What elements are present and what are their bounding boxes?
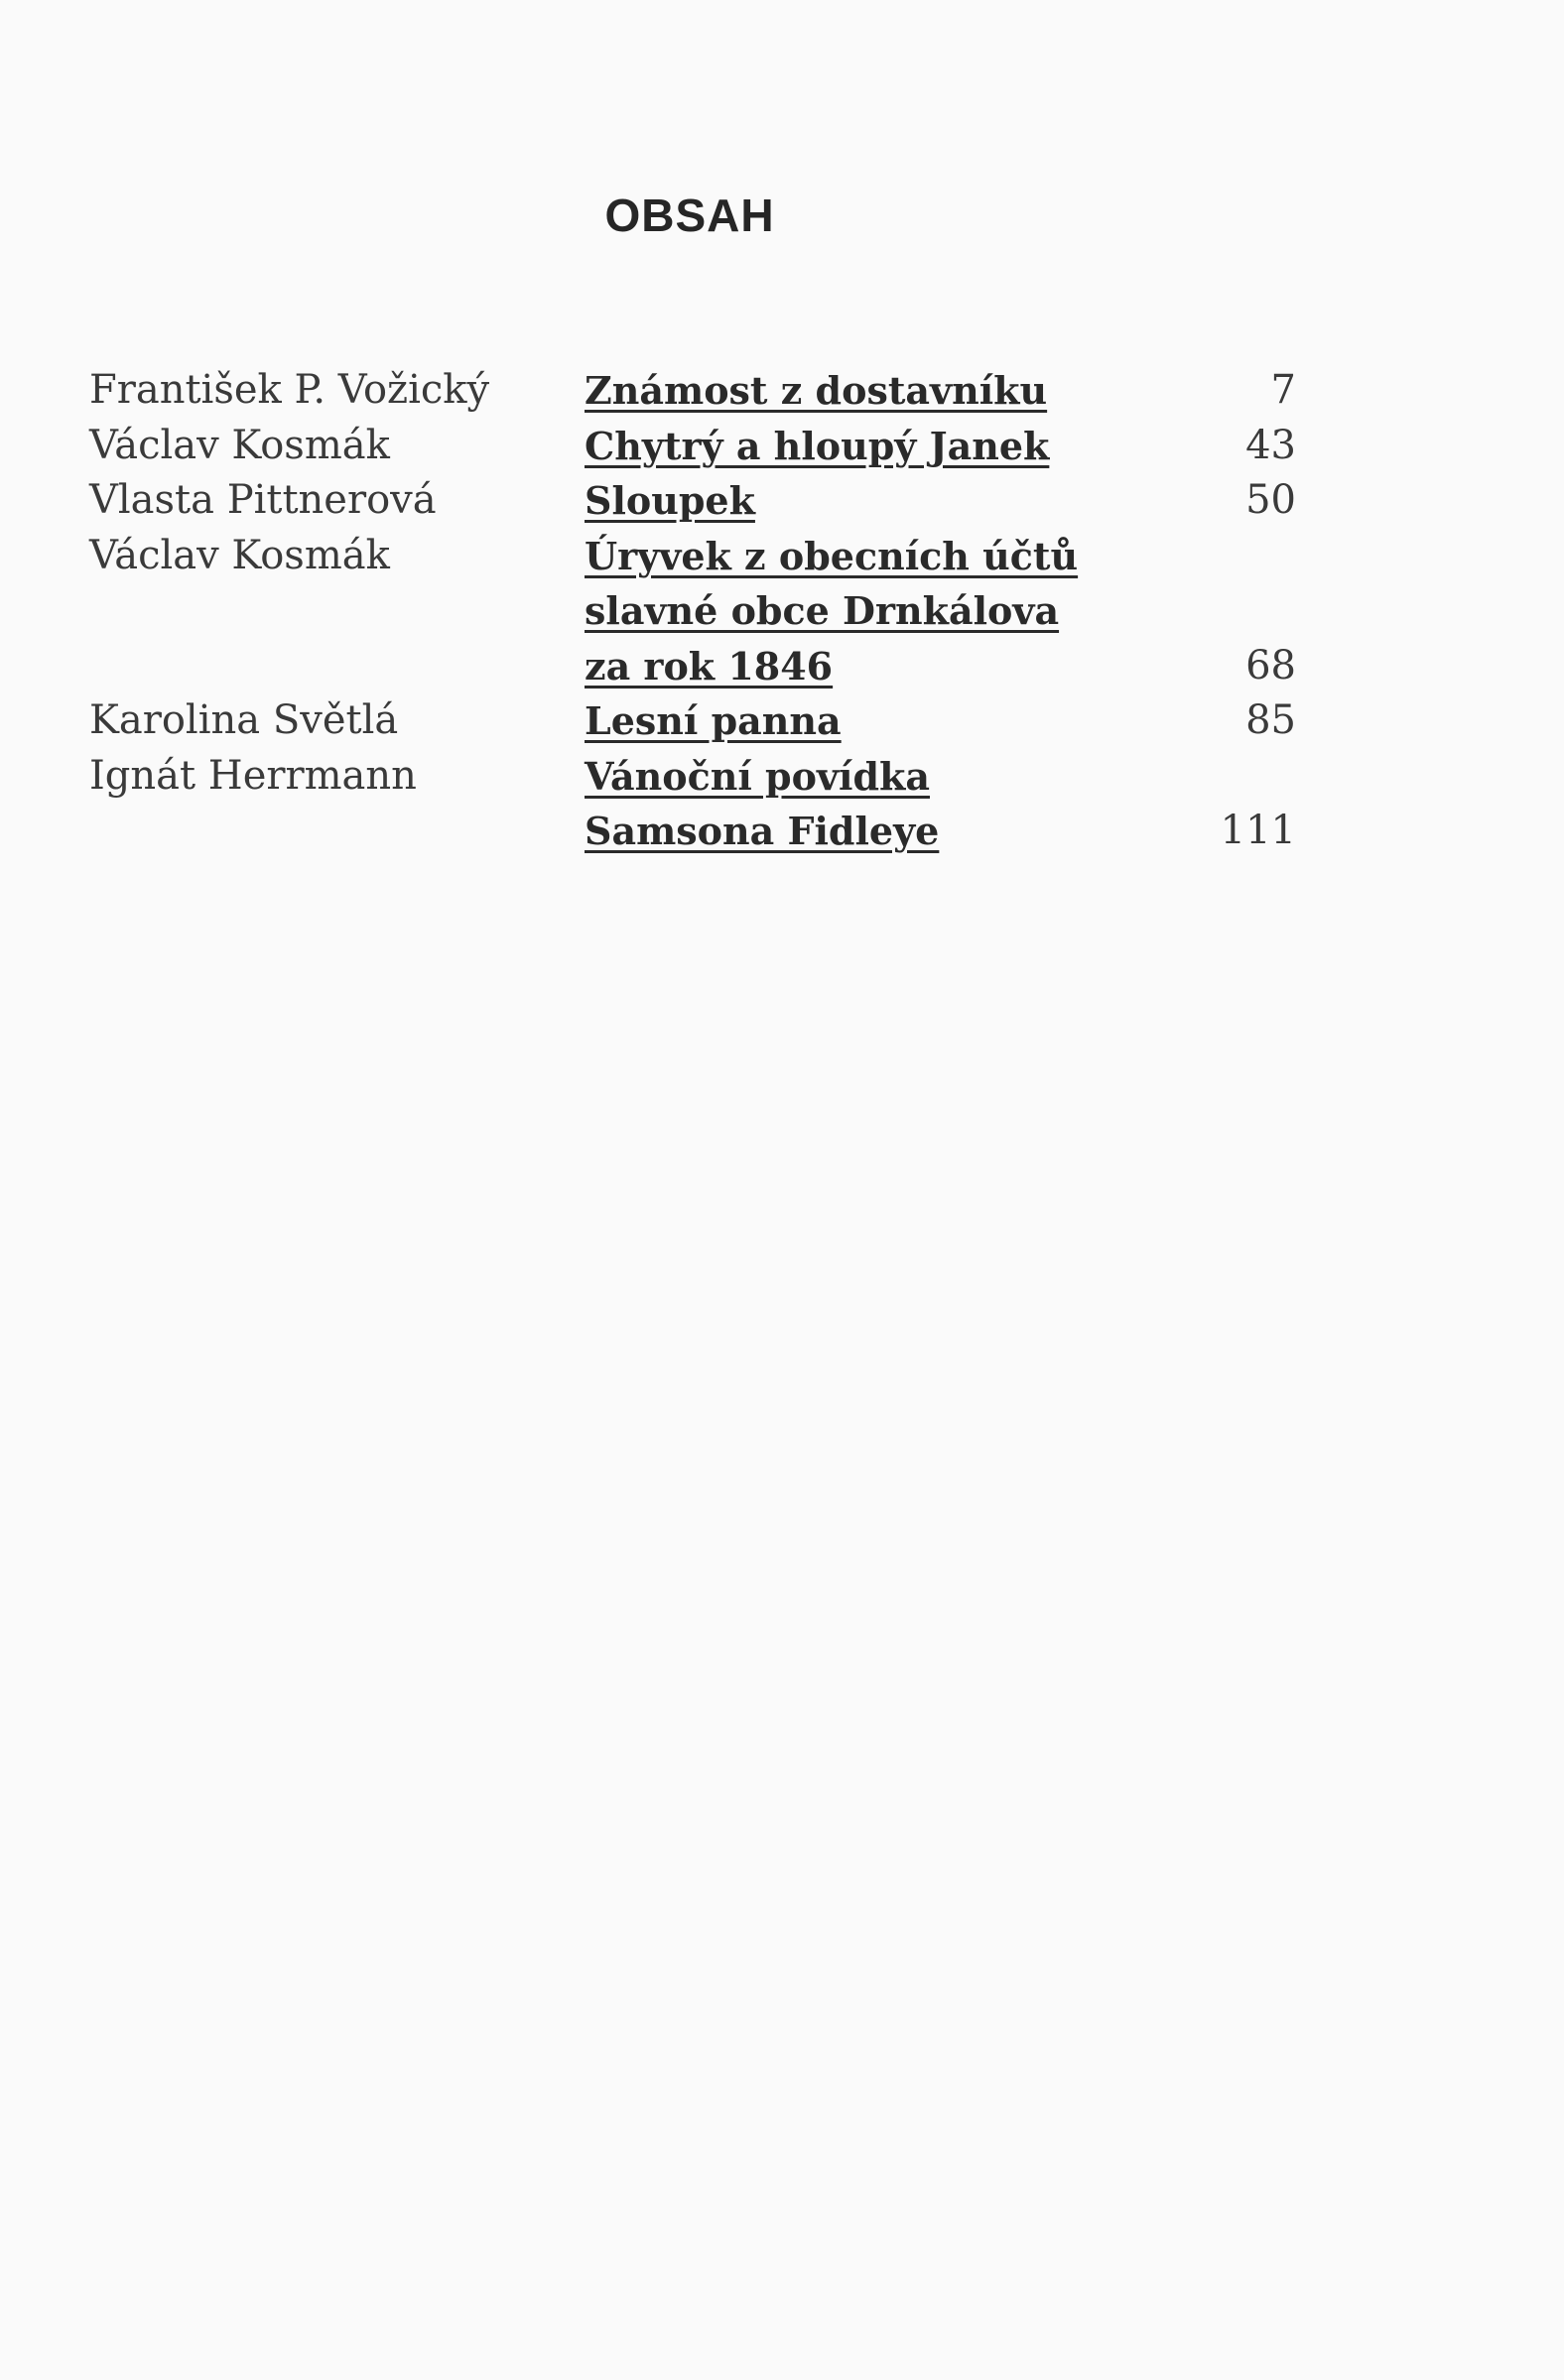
toc-page-number: 111 xyxy=(1220,808,1296,853)
toc-page-number: 7 xyxy=(1270,367,1296,413)
toc-title-link[interactable]: Lesní panna xyxy=(585,698,842,743)
toc-author: Ignát Herrmann xyxy=(89,752,417,799)
toc-author: Václav Kosmák xyxy=(89,422,390,468)
toc-title-link[interactable]: Vánoční povídka xyxy=(585,753,930,799)
toc-entry xyxy=(0,529,1564,584)
toc-page-number: 43 xyxy=(1245,422,1296,468)
toc-entry xyxy=(0,693,1564,749)
toc-title-link[interactable]: slavné obce Drnkálova xyxy=(585,588,1060,633)
toc-author: František P. Vožický xyxy=(89,367,490,413)
toc-entry xyxy=(0,749,1564,805)
toc-title-link[interactable]: Známost z dostavníku xyxy=(585,368,1048,413)
toc-entry-continuation xyxy=(0,583,1564,639)
page-title: OBSAH xyxy=(604,189,775,241)
toc-entry xyxy=(0,363,1564,419)
toc-author: Václav Kosmák xyxy=(89,532,390,578)
table-of-contents xyxy=(0,363,1564,859)
toc-entry xyxy=(0,419,1564,474)
toc-page-number: 85 xyxy=(1245,697,1296,743)
toc-title-link[interactable]: Sloupek xyxy=(585,478,755,523)
toc-page-number: 50 xyxy=(1245,477,1296,523)
toc-title-link[interactable]: za rok 1846 xyxy=(585,643,834,689)
toc-title-link[interactable]: Úryvek z obecních účtů xyxy=(585,533,1079,578)
toc-title-link[interactable]: Samsona Fidleye xyxy=(585,809,940,853)
toc-author: Vlasta Pittnerová xyxy=(89,477,437,523)
toc-entry-continuation xyxy=(0,804,1564,859)
toc-entry-continuation xyxy=(0,639,1564,694)
toc-title-link[interactable]: Chytrý a hloupý Janek xyxy=(585,423,1050,468)
toc-page-number: 68 xyxy=(1245,642,1296,689)
toc-author: Karolina Světlá xyxy=(89,697,399,743)
toc-entry xyxy=(0,473,1564,529)
